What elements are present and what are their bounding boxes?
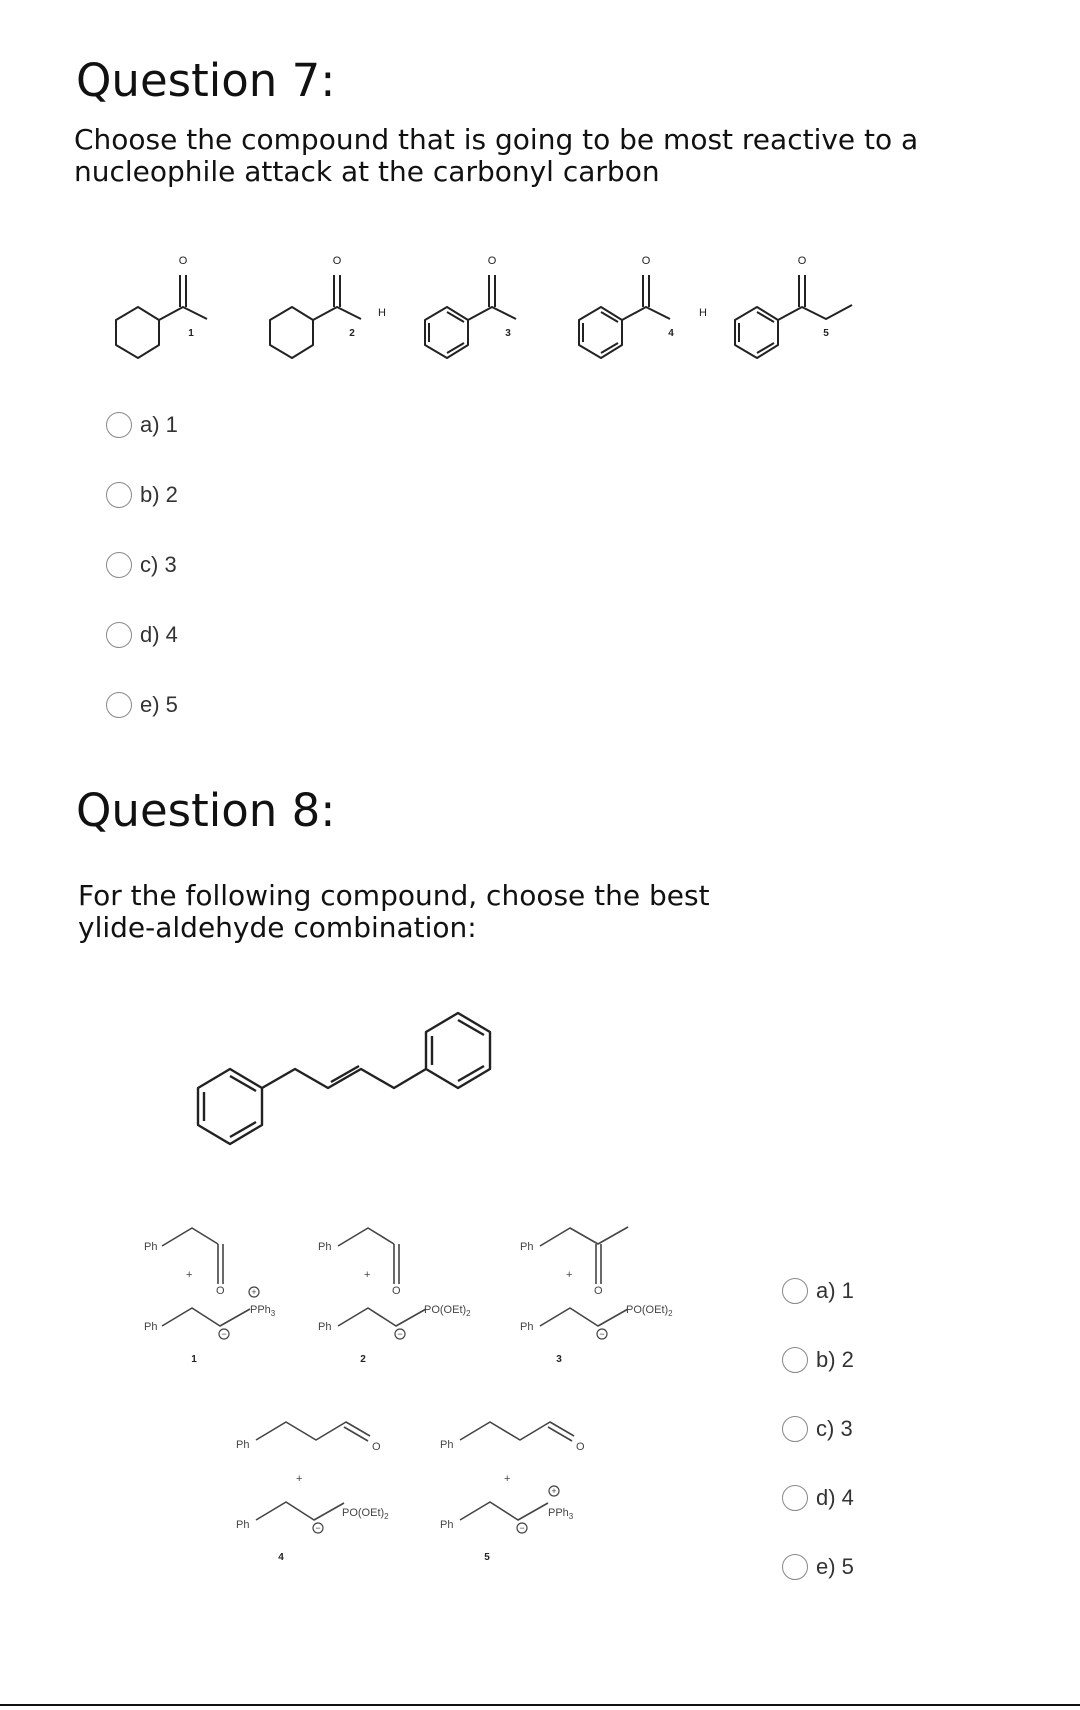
question-8-prompt-line-2: ylide-aldehyde combination: [78,911,477,944]
compound-3-structure [425,275,516,358]
combination-3-structure [540,1227,628,1326]
compound-2-hydrogen-label: H [378,307,386,319]
question-8-options [782,1276,854,1582]
question-8-option-d[interactable] [782,1483,854,1513]
radio-button[interactable] [782,1278,808,1304]
bottom-divider [0,1704,1080,1706]
combination-2-plus: + [364,1269,371,1281]
option-label: e) 5 [816,1554,854,1579]
question-8-option-b[interactable] [782,1345,854,1375]
combination-5-oxygen-label: O [576,1441,585,1453]
combination-3-poet-label: $PO(OEt)_2$ [626,1304,673,1318]
negative-charge-label: − [221,1329,227,1339]
question-8-prompt [78,880,978,944]
combination-3-number: 3 [556,1354,562,1365]
compound-1-number: 1 [188,328,194,339]
compound-5-structure [735,275,852,358]
combination-4-plus: + [296,1473,303,1485]
combination-2-ph-label: Ph [318,1241,332,1253]
option-label: d) 4 [140,622,178,647]
compound-5-oxygen-label: O [797,255,807,267]
question-8-option-c[interactable] [782,1414,854,1444]
question-7-prompt-line-2: nucleophile attack at the carbonyl carbon [74,155,660,188]
combination-4-ph-label: Ph [236,1439,250,1451]
radio-button[interactable] [106,412,132,438]
combination-3-ph-label: Ph [520,1241,534,1253]
combination-2-structure [338,1228,426,1326]
compound-4-oxygen-label: O [641,255,651,267]
combination-3-plus: + [566,1269,573,1281]
compound-1-oxygen-label: O [178,255,188,267]
option-label: a) 1 [140,412,178,437]
option-label: b) 2 [816,1347,854,1372]
radio-button[interactable] [106,692,132,718]
question-7-option-a[interactable] [106,410,178,440]
compound-5-number: 5 [823,328,829,339]
combination-4-structure [256,1422,370,1520]
negative-charge-label: − [519,1523,525,1533]
positive-charge-label: + [251,1287,257,1297]
option-label: d) 4 [816,1485,854,1510]
combination-1-number: 1 [191,1354,197,1365]
question-8-title: Question 8: [76,784,336,837]
compound-4-structure [579,275,670,358]
radio-button[interactable] [106,482,132,508]
question-7-option-c[interactable] [106,550,178,580]
question-8-prompt-line-1: For the following compound, choose the best [78,879,710,912]
compound-3-oxygen-label: O [487,255,497,267]
question-7-option-e[interactable] [106,690,178,720]
question-8-option-e[interactable] [782,1552,854,1582]
compound-1-structure [116,275,207,358]
target-compound-structure [198,1013,490,1144]
compound-2-oxygen-label: O [332,255,342,267]
option-label: e) 5 [140,692,178,717]
combination-2-ph-label: Ph [318,1321,332,1333]
combination-5-structure [460,1422,574,1520]
combination-4-ph-label: Ph [236,1519,250,1531]
question-7-option-b[interactable] [106,480,178,510]
negative-charge-label: − [397,1329,403,1339]
combination-4-poet-label: $PO(OEt)_2$ [342,1507,389,1521]
question-7-prompt-line-1: Choose the compound that is going to be most reactive to a [74,123,919,156]
combination-5-ph-label: Ph [440,1519,454,1531]
radio-button[interactable] [106,622,132,648]
combination-1-oxygen-label: O [216,1285,225,1297]
combination-5-plus: + [504,1473,511,1485]
radio-button[interactable] [782,1416,808,1442]
radio-button[interactable] [106,552,132,578]
compound-2-structure [270,275,361,358]
combination-2-number: 2 [360,1354,366,1365]
combination-5-ph-label: Ph [440,1439,454,1451]
combination-3-oxygen-label: O [594,1285,603,1297]
combination-5-pph3-label: PPh$_3$ [548,1507,574,1521]
negative-charge-label: − [599,1329,605,1339]
combination-2-oxygen-label: O [392,1285,401,1297]
option-label: c) 3 [816,1416,853,1441]
compound-2-number: 2 [349,328,355,339]
radio-button[interactable] [782,1485,808,1511]
compound-4-hydrogen-label: H [699,307,707,319]
question-7-title: Question 7: [76,54,336,107]
combination-4-oxygen-label: O [372,1441,381,1453]
combination-2-poet-label: $PO(OEt)_2$ [424,1304,471,1318]
combination-1-structure [162,1228,250,1326]
combination-4-number: 4 [278,1552,284,1563]
question-7-options [106,410,178,720]
option-label: b) 2 [140,482,178,507]
question-7-option-d[interactable] [106,620,178,650]
compound-4-number: 4 [668,328,674,339]
radio-button[interactable] [782,1347,808,1373]
compound-3-number: 3 [505,328,511,339]
combination-1-pph3-label: PPh$_3$ [250,1304,276,1318]
negative-charge-label: − [315,1523,321,1533]
radio-button[interactable] [782,1554,808,1580]
option-label: a) 1 [816,1278,854,1303]
question-7-prompt [74,124,974,188]
combination-1-plus: + [186,1269,193,1281]
question-8-option-a[interactable] [782,1276,854,1306]
combination-1-ph-label: Ph [144,1241,158,1253]
combination-3-ph-label: Ph [520,1321,534,1333]
option-label: c) 3 [140,552,177,577]
combination-5-number: 5 [484,1552,490,1563]
combination-1-ph-label: Ph [144,1321,158,1333]
positive-charge-label: + [551,1486,557,1496]
